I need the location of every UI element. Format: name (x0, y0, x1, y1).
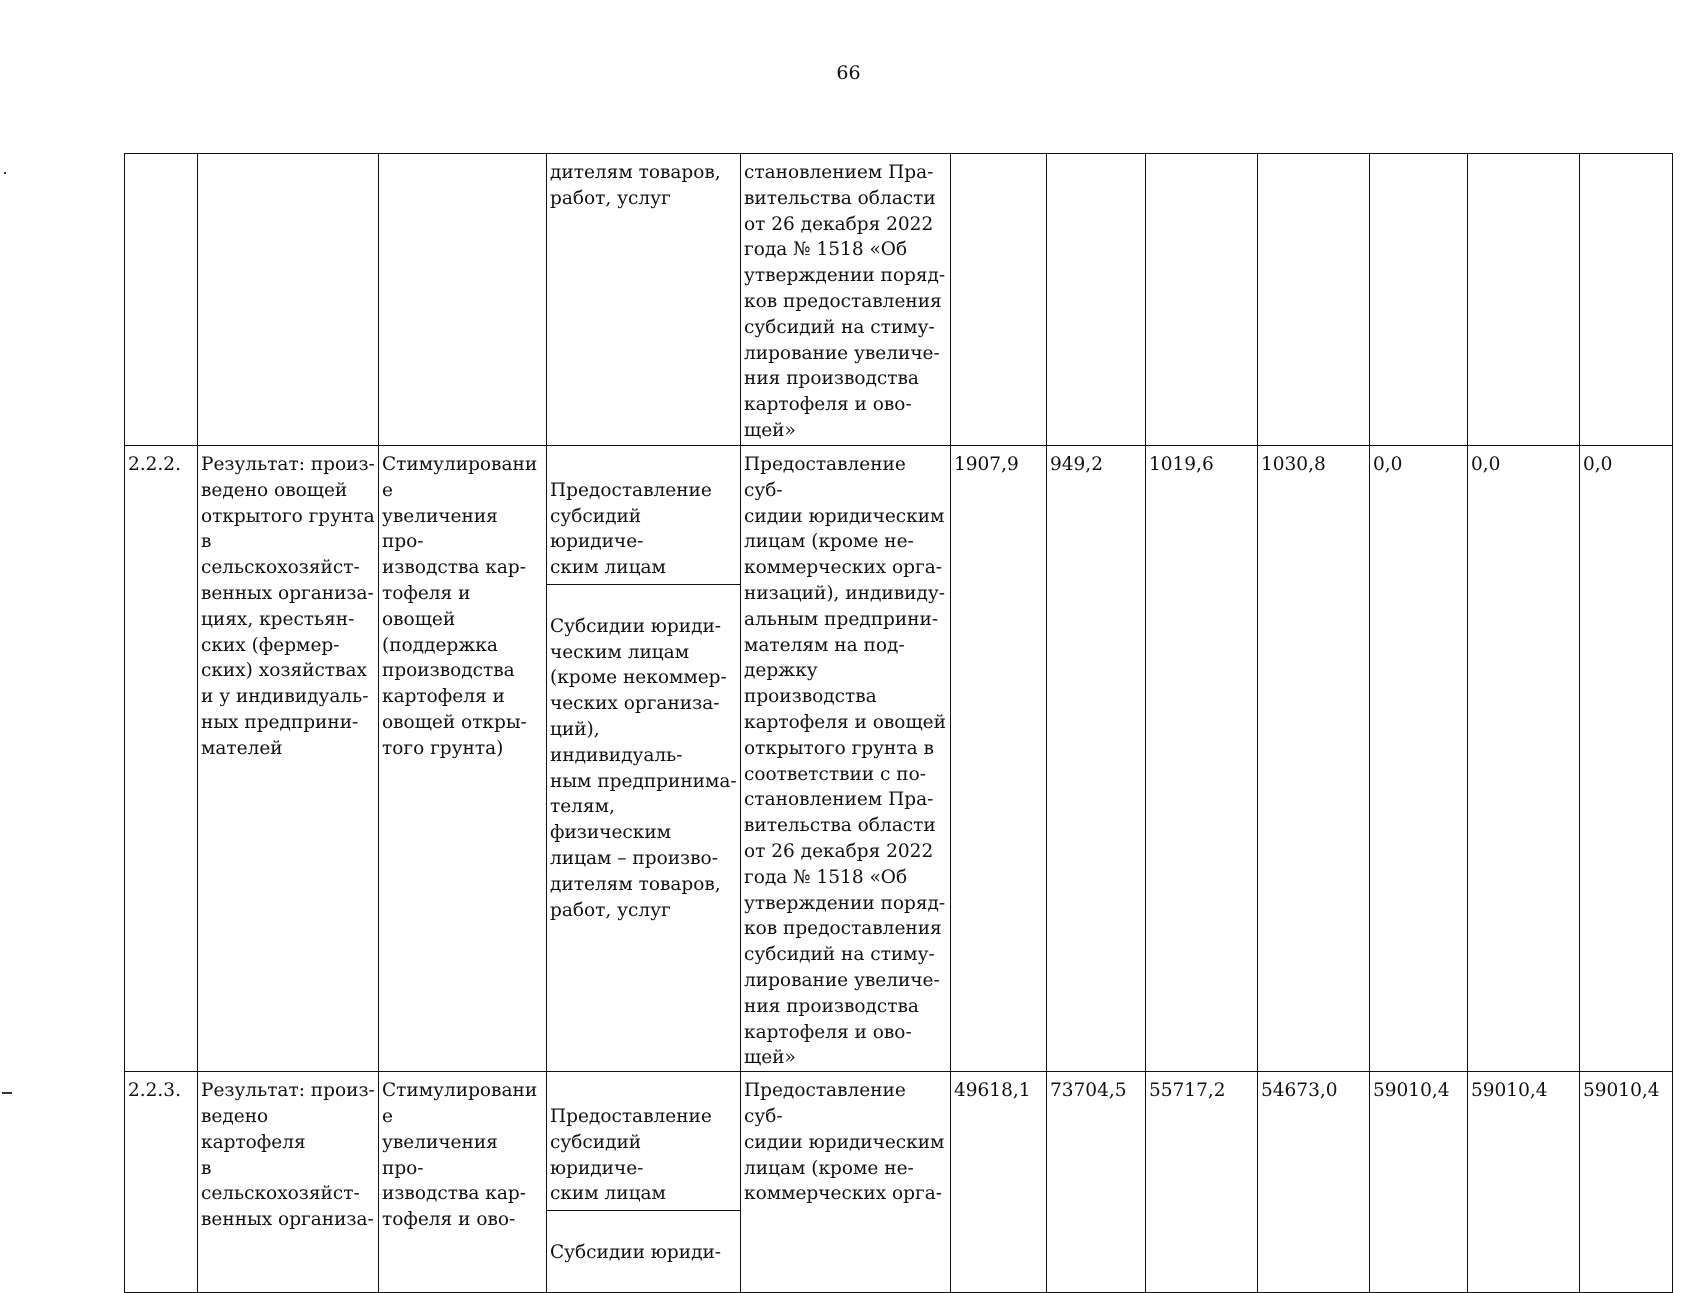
recipient-type: Предоставление субсидий юридиче- ским лицам (547, 472, 740, 585)
value-cell: 1030,8 (1258, 446, 1370, 1072)
description-cell: Предоставление суб- сидии юридическим лицам (кроме не- коммерческих орга- (741, 1072, 951, 1292)
result-cell (198, 154, 379, 446)
description-cell: становлением Пра- вительства области от 26 декабря 2022 года № 1518 «Об утверждении поряд- ков предоставления субсидий на стиму- лирование увеличе- ния производства картофеля и ово- щей» (741, 154, 951, 446)
value-cell: 73704,5 (1047, 1072, 1146, 1292)
recipient-cell: дителям товаров, работ, услуг (547, 154, 741, 446)
value-cell: 1907,9 (951, 446, 1047, 1072)
recipient-detail: Субсидии юриди- (550, 1241, 722, 1263)
value-cell: 55717,2 (1146, 1072, 1258, 1292)
value-cell: 59010,4 (1370, 1072, 1468, 1292)
margin-mark (2, 1092, 12, 1094)
value-cell: 0,0 (1468, 446, 1580, 1072)
value-cell (951, 154, 1047, 446)
result-cell: Результат: произ- ведено картофеля в сельскохозяйст- венных организа- (198, 1072, 379, 1292)
page-number: 66 (836, 62, 861, 84)
value-cell: 59010,4 (1580, 1072, 1673, 1292)
recipient-cell (547, 1072, 741, 1292)
value-cell (1258, 154, 1370, 446)
value-cell: 1019,6 (1146, 446, 1258, 1072)
value-cell: 0,0 (1580, 446, 1673, 1072)
table-row (125, 446, 1673, 1072)
description-cell: Предоставление суб- сидии юридическим лицам (кроме не- коммерческих орга- низаций), индивиду- альным предприни- мателям на под- держку производства картофеля и овощей открытого грунта в соответствии с по- становлением Пра- вительства области от 26 декабря 2022 года № 1518 «Об утверждении поряд- ков предоставления субсидий на стиму- лирование увеличе- ния производства картофеля и ово- щей» (741, 446, 951, 1072)
value-cell (1146, 154, 1258, 446)
table-row (125, 1072, 1673, 1292)
margin-mark (4, 172, 6, 174)
value-cell: 0,0 (1370, 446, 1468, 1072)
value-cell: 49618,1 (951, 1072, 1047, 1292)
value-cell (1047, 154, 1146, 446)
recipient-detail: Субсидии юриди- ческим лицам (кроме некоммер- ческих организа- ций), индивидуаль- ным предпринима- телям, физическим лицам – произво- дителям товаров, работ, услуг (550, 615, 737, 921)
measure-cell: Стимулирование увеличения про- изводства кар- тофеля и ово- (379, 1072, 547, 1292)
value-cell (1370, 154, 1468, 446)
value-cell: 949,2 (1047, 446, 1146, 1072)
budget-table (124, 153, 1673, 1293)
measure-cell: Стимулирование увеличения про- изводства кар- тофеля и овощей (поддержка производства картофеля и овощей откры- того грунта) (379, 446, 547, 1072)
table-row (125, 154, 1673, 446)
recipient-cell (547, 446, 741, 1072)
value-cell (1468, 154, 1580, 446)
value-cell (1580, 154, 1673, 446)
row-id-cell: 2.2.2. (125, 446, 198, 1072)
measure-cell (379, 154, 547, 446)
value-cell: 59010,4 (1468, 1072, 1580, 1292)
row-id-cell (125, 154, 198, 446)
value-cell: 54673,0 (1258, 1072, 1370, 1292)
row-id-cell: 2.2.3. (125, 1072, 198, 1292)
result-cell: Результат: произ- ведено овощей открытого грунта в сельскохозяйст- венных организа- циях, крестьян- ских (фермер- ских) хозяйствах и у индивидуаль- ных предприни- мателей (198, 446, 379, 1072)
recipient-type: Предоставление субсидий юридиче- ским лицам (547, 1098, 740, 1211)
